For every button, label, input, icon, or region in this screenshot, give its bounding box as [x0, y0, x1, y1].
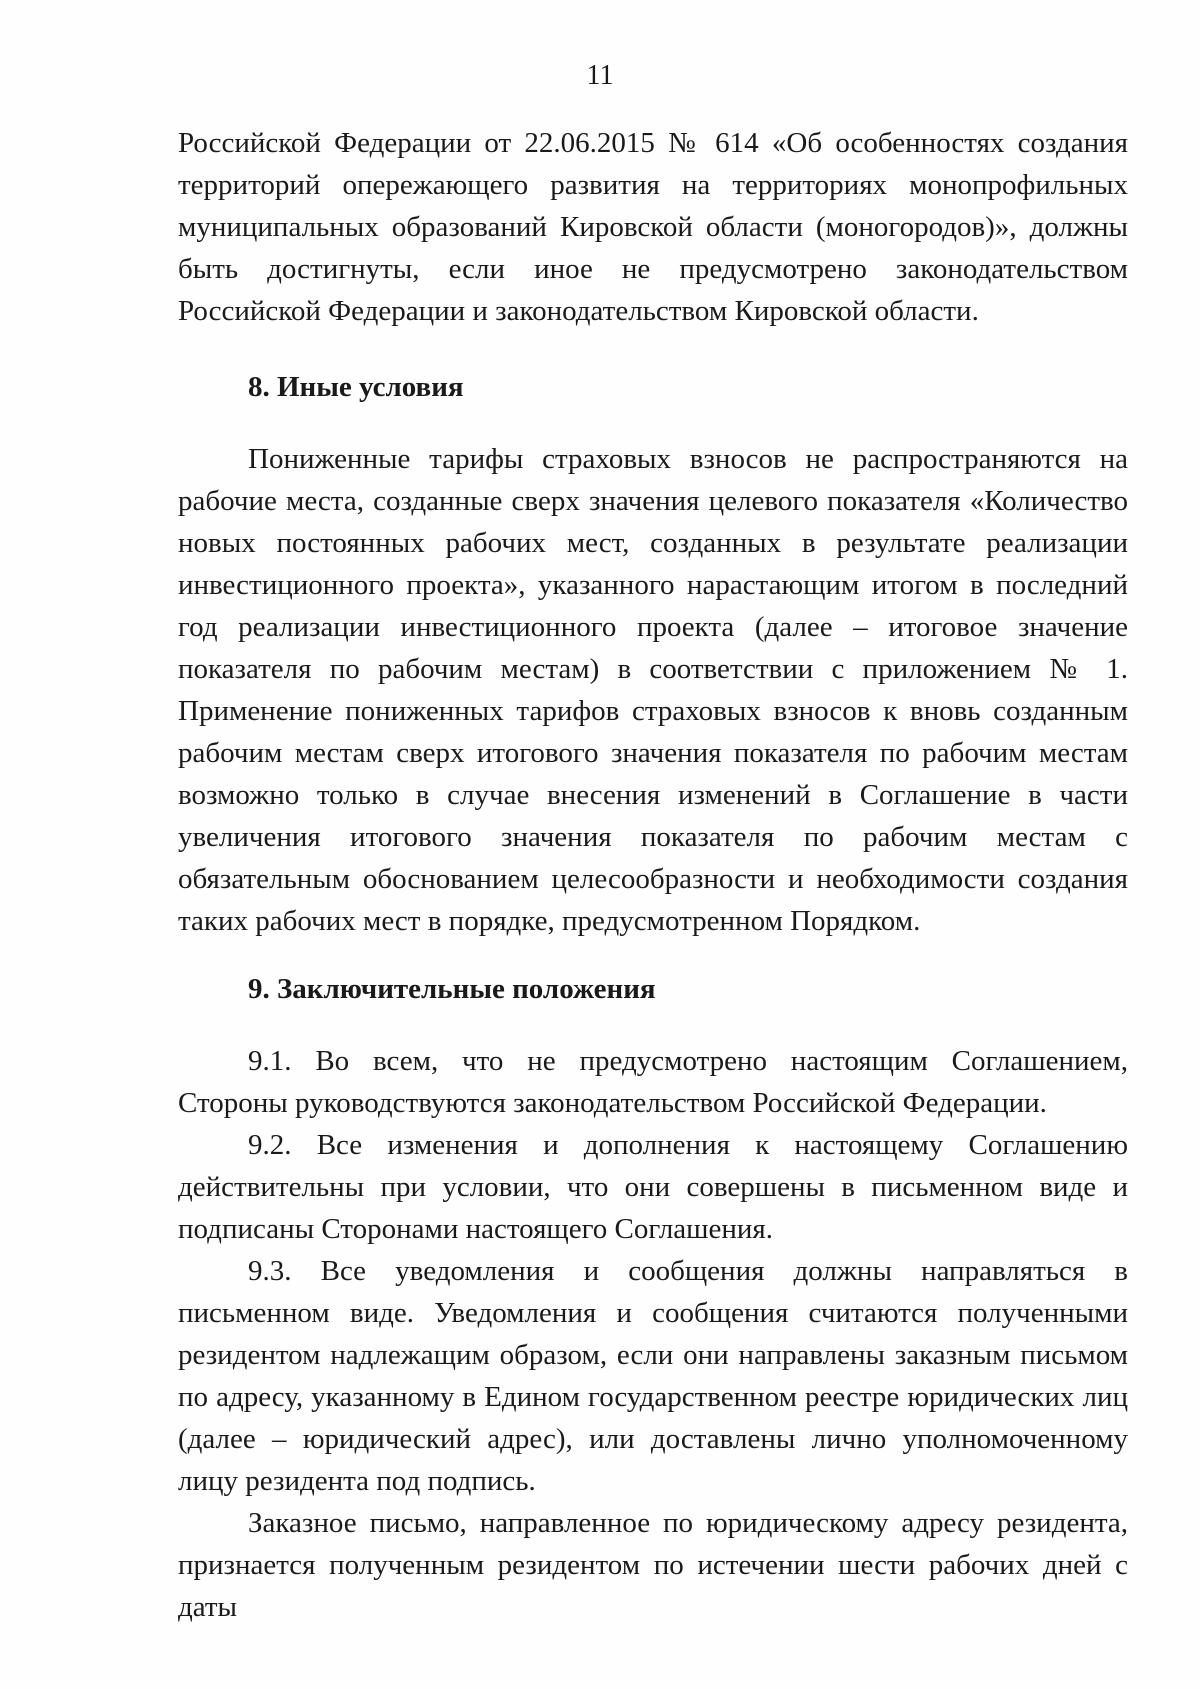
section-9-paragraph-3: 9.3. Все уведомления и сообщения должны направляться в письменном виде. Уведомления и сообщения считаются полученными резидентом надлежащим образом, если они направлены заказным письмом по адресу, указанному в Едином государственном реестре юридических лиц (далее – юридический адрес), или доставлены лично уполномоченному лицу резидента под подпись.	[178, 1255, 1128, 1497]
section-8-body	[178, 438, 1128, 942]
section-9-title: 9. Заключительные положения	[248, 973, 656, 1005]
intro-paragraph-block	[178, 122, 1128, 332]
section-9-paragraph-4: Заказное письмо, направленное по юридическому адресу резидента, признается полученным резидентом по истечении шести рабочих дней с даты	[178, 1507, 1128, 1623]
section-8-paragraph: Пониженные тарифы страховых взносов не распространяются на рабочие места, созданные сверх значения целевого показателя «Количество новых постоянных рабочих мест, созданных в результате реализации инвестиционного проекта», указанного нарастающим итогом в последний год реализации инвестиционного проекта (далее – итоговое значение показателя по рабочим местам) в соответствии с приложением № 1. Применение пониженных тарифов страховых взносов к вновь созданным рабочим местам сверх итогового значения показателя по рабочим местам возможно только в случае внесения изменений в Соглашение в части увеличения итогового значения показателя по рабочим местам с обязательным обоснованием целесообразности и необходимости создания таких рабочих мест в порядке, предусмотренном Порядком.	[178, 443, 1128, 937]
section-9-paragraph-2: 9.2. Все изменения и дополнения к настоящему Соглашению действительны при условии, что они совершены в письменном виде и подписаны Сторонами настоящего Соглашения.	[178, 1129, 1128, 1245]
section-9-paragraph-1: 9.1. Во всем, что не предусмотрено настоящим Соглашением, Стороны руководствуются законодательством Российской Федерации.	[178, 1045, 1128, 1119]
page-number: 11	[586, 60, 614, 91]
section-8-title: 8. Иные условия	[248, 371, 464, 403]
section-9-body	[178, 1040, 1128, 1628]
intro-paragraph: Российской Федерации от 22.06.2015 № 614 «Об особенностях создания территорий опережающего развития на территориях монопрофильных муниципальных образований Кировской области (моногородов)», должны быть достигнуты, если иное не предусмотрено законодательством Российской Федерации и законодательством Кировской области.	[178, 127, 1128, 327]
